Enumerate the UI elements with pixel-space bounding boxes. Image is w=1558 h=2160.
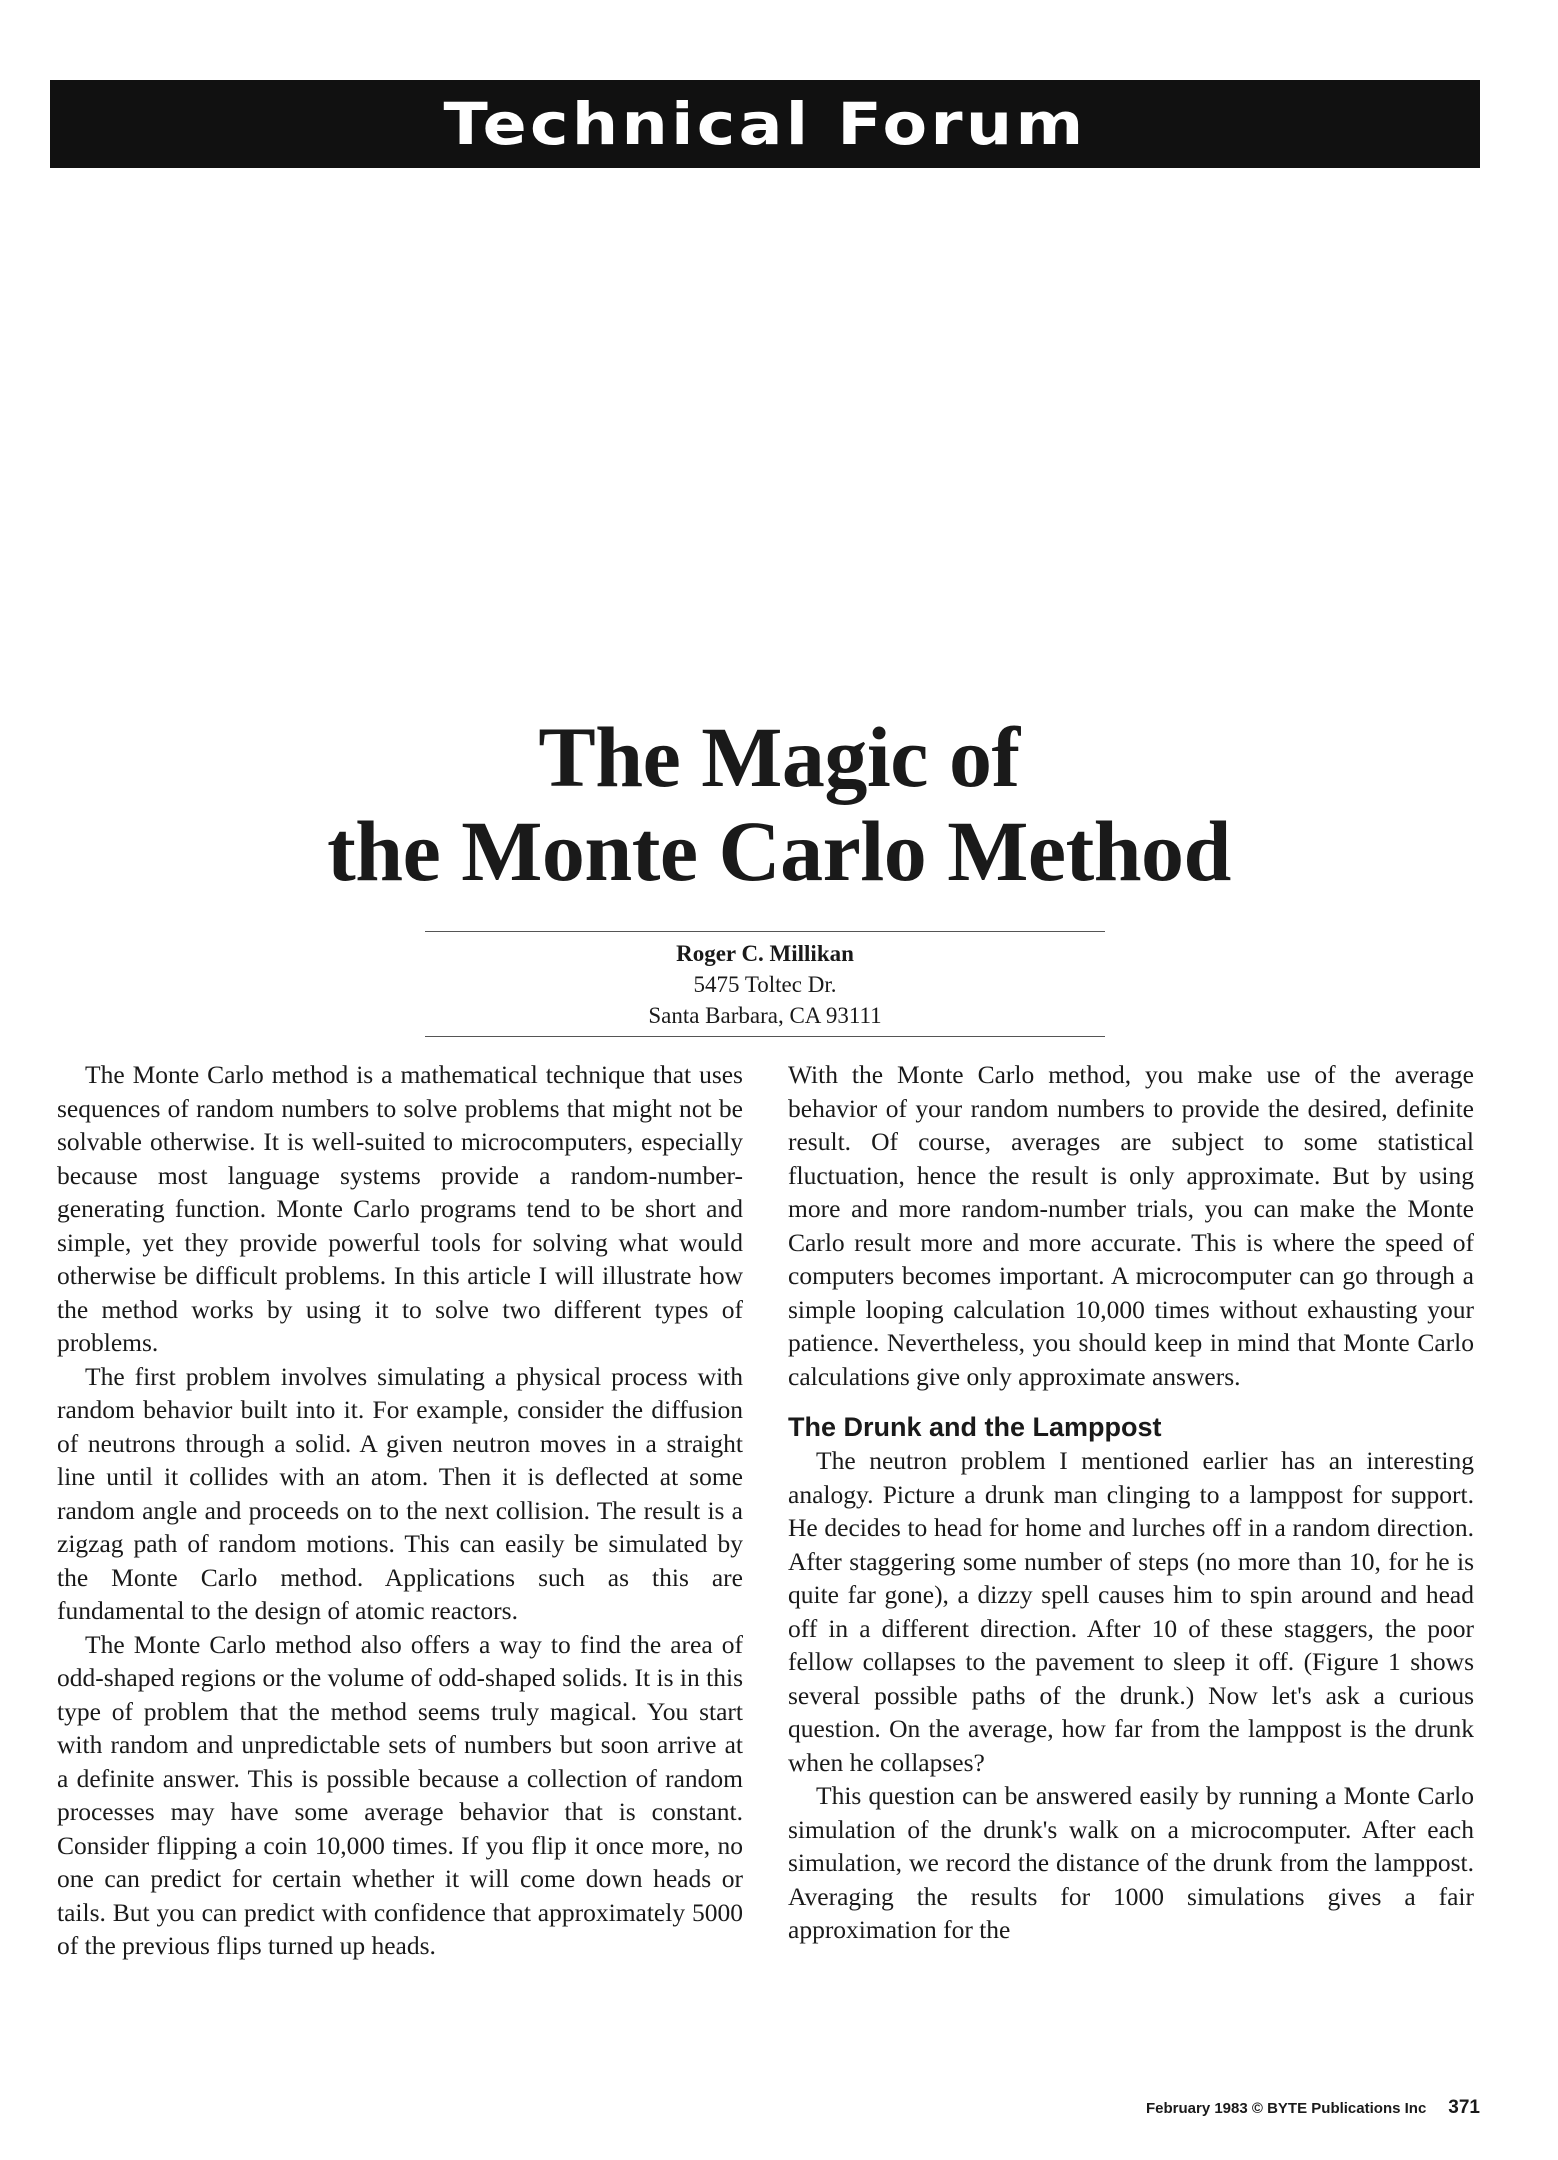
author-street: 5475 Toltec Dr. bbox=[693, 972, 837, 997]
page-footer bbox=[1146, 2097, 1480, 2119]
paragraph: The Monte Carlo method also offers a way to find the area of odd-shaped regions or the volume of odd-shaped solids. It is in this type of problem that the method seems truly magical. You start with random and unpredictable sets of numbers but soon arrive at a definite answer. This is possible because a collection of random processes may have some average behavior that is constant. Consider flipping a coin 10,000 times. If you flip it once more, no one can predict for certain whether it will come down heads or tails. But you can predict with confidence that approximately 5000 of the previous flips turned up heads. bbox=[57, 1629, 743, 1960]
paragraph: The first problem involves simulating a physical process with random behavior built into it. For example, consider the diffusion of neutrons through a solid. A given neutron moves in a straight line until it collides with an atom. Then it is deflected at some random angle and proceeds on to the next collision. The result is a zigzag path of random motions. This can easily be simulated by the Monte Carlo method. Applications such as this are fundamental to the design of atomic reactors. bbox=[57, 1361, 743, 1625]
section-subhead: The Drunk and the Lamppost bbox=[788, 1412, 1162, 1442]
paragraph: With the Monte Carlo method, you make use of the average behavior of your random numbers to provide the desired, definite result. Of course, averages are subject to some statistical fluctuation, hence the result is only approximate. But by using more and more random-number trials, you can make the Monte Carlo result more and more accurate. This is where the speed of computers becomes important. A microcomputer can go through a simple looping calculation 10,000 times without exhausting your patience. Nevertheless, you should keep in mind that Monte Carlo calculations give only approximate answers. bbox=[788, 1060, 1474, 1391]
section-title: Technical Forum bbox=[443, 90, 1087, 158]
page-number: 371 bbox=[1448, 2097, 1480, 2118]
section-banner bbox=[50, 80, 1480, 168]
author-byline bbox=[425, 938, 1105, 1031]
title-line-1: The Magic of bbox=[538, 709, 1020, 805]
paragraph: The neutron problem I mentioned earlier has an interesting analogy. Picture a drunk man clinging to a lamppost for support. He decides to head for home and lurches off in a random direction. After staggering some number of steps (no more than 10, for he is quite far gone), a dizzy spell causes him to spin around and head off in a different direction. After 10 of these staggers, the poor fellow collapses to the pavement to sleep it off. (Figure 1 shows several possible paths of the drunk.) Now let's ask a curious question. On the average, how far from the lamppost is the drunk when he collapses? bbox=[788, 1446, 1474, 1777]
title-line-2: the Monte Carlo Method bbox=[327, 803, 1231, 899]
right-column bbox=[788, 1058, 1474, 1947]
paragraph: This question can be answered easily by running a Monte Carlo simulation of the drunk's walk on a microcomputer. After each simulation, we record the distance of the drunk from the lamppost. Averaging the results for 1000 simulations gives a fair approximation for the bbox=[788, 1781, 1474, 1944]
paragraph: The Monte Carlo method is a mathematical technique that uses sequences of random numbers to solve problems that might not be solvable otherwise. It is well-suited to microcomputers, especially because most language systems provide a random-number-generating function. Monte Carlo programs tend to be short and simple, yet they provide powerful tools for solving what would otherwise be difficult problems. In this article I will illustrate how the method works by using it to solve two different types of problems. bbox=[57, 1060, 743, 1357]
article-title bbox=[0, 710, 1558, 898]
byline-rule-bottom bbox=[425, 1036, 1105, 1037]
footer-credit: February 1983 © BYTE Publications Inc bbox=[1145, 2100, 1427, 2117]
left-column bbox=[57, 1058, 743, 1963]
author-city: Santa Barbara, CA 93111 bbox=[648, 1003, 882, 1028]
author-name: Roger C. Millikan bbox=[676, 941, 854, 966]
byline-rule-top bbox=[425, 931, 1105, 932]
